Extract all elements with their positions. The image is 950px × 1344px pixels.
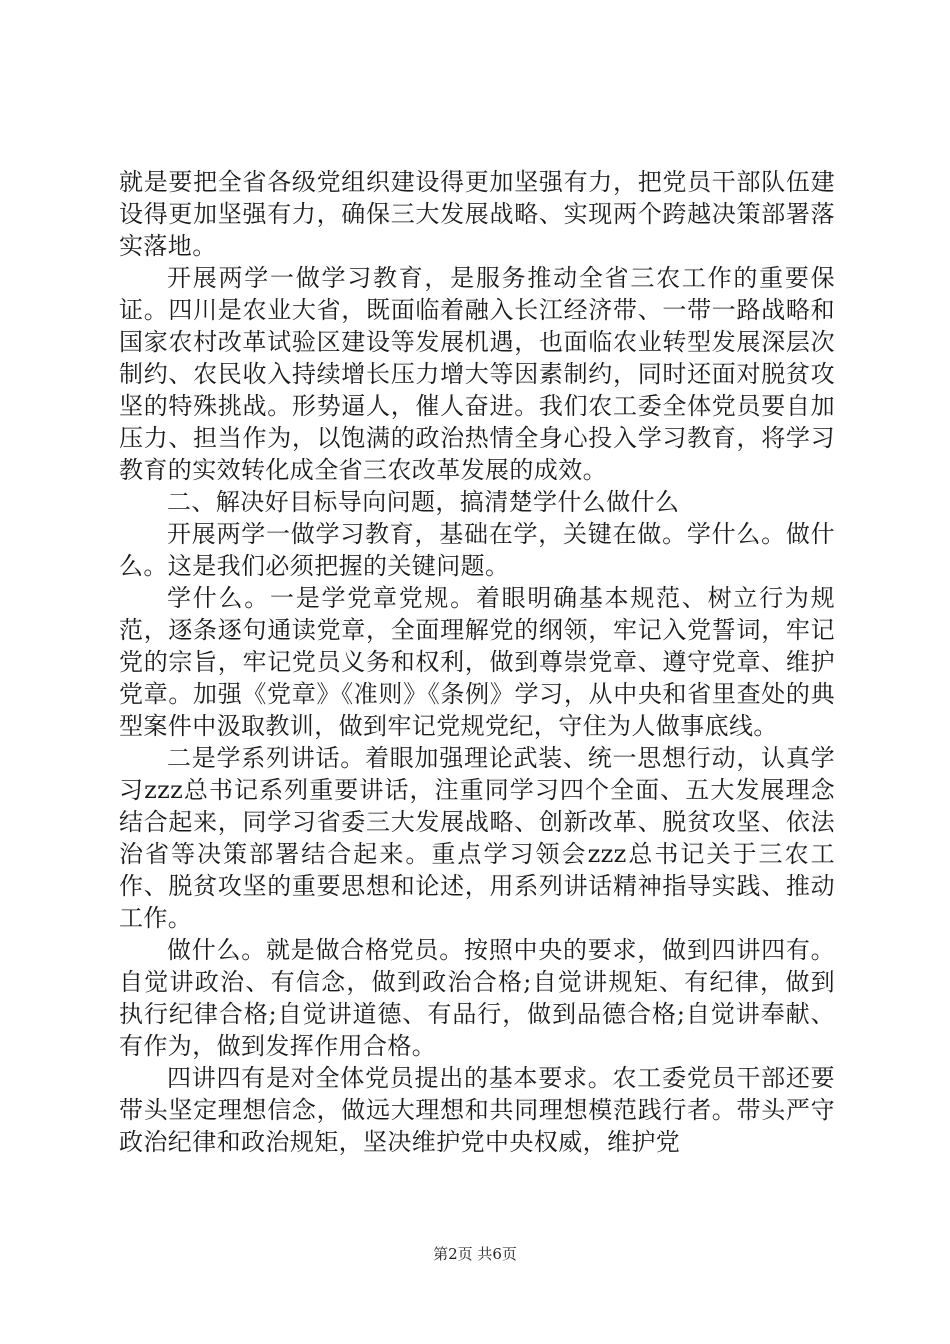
paragraph: 开展两学一做学习教育，是服务推动全省三农工作的重要保证。四川是农业大省，既面临着融入长江经济带、一带一路战略和国家农村改革试验区建设等发展机遇，也面临农业转型发展深层次制约、农民收入持续增长压力增大等因素制约，同时还面对脱贫攻坚的特殊挑战。形势逼人，催人奋进。我们农工委全体党员要自加压力、担当作为，以饱满的政治热情全身心投入学习教育，将学习教育的实效转化成全省三农改革发展的成效。 [119, 264, 835, 484]
document-body [119, 166, 835, 1158]
page-footer: 第2页 共6页 [433, 1245, 517, 1263]
section-heading: 二、解决好目标导向问题，搞清楚学什么做什么 [167, 488, 680, 516]
paragraph: 做什么。就是做合格党员。按照中央的要求，做到四讲四有。自觉讲政治、有信念，做到政治合格;自觉讲规矩、有纪律，做到执行纪律合格;自觉讲道德、有品行，做到品德合格;自觉讲奉献、有作为，做到发挥作用合格。 [119, 936, 835, 1060]
paragraph: 四讲四有是对全体党员提出的基本要求。农工委党员干部还要带头坚定理想信念，做远大理想和共同理想模范践行者。带头严守政治纪律和政治规矩，坚决维护党中央权威，维护党 [119, 1064, 835, 1156]
paragraph: 学什么。一是学党章党规。着眼明确基本规范、树立行为规范，逐条逐句通读党章，全面理解党的纲领，牢记入党誓词，牢记党的宗旨，牢记党员义务和权利，做到尊崇党章、遵守党章、维护党章。加强《党章》《准则》《条例》学习，从中央和省里查处的典型案件中汲取教训，做到牢记党规党纪，守住为人做事底线。 [119, 584, 835, 740]
paragraph: 二是学系列讲话。着眼加强理论武装、统一思想行动，认真学习zzz总书记系列重要讲话，注重同学习四个全面、五大发展理念结合起来，同学习省委三大发展战略、创新改革、脱贫攻坚、依法治省等决策部署结合起来。重点学习领会zzz总书记关于三农工作、脱贫攻坚的重要思想和论述，用系列讲话精神指导实践、推动工作。 [119, 744, 835, 932]
paragraph: 开展两学一做学习教育，基础在学，关键在做。学什么。做什么。这是我们必须把握的关键问题。 [119, 520, 835, 580]
paragraph: 就是要把全省各级党组织建设得更加坚强有力，把党员干部队伍建设得更加坚强有力，确保三大发展战略、实现两个跨越决策部署落实落地。 [119, 168, 835, 260]
